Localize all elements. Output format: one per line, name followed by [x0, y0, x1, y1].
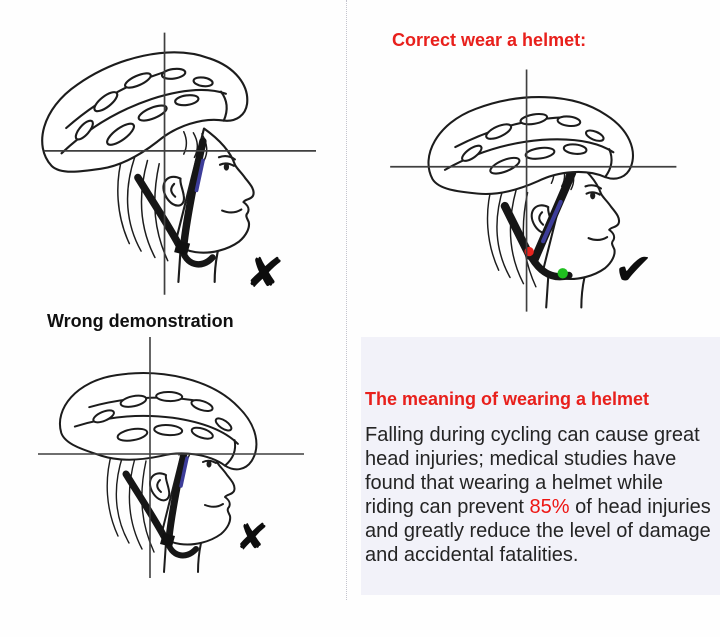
helmet-tilted-forward [54, 354, 267, 487]
correct-wear-heading: Correct wear a helmet: [392, 30, 587, 50]
statistic-highlight: 85% [529, 496, 570, 518]
paragraph-text-before: Falling during cycling can cause great head injuries; medical studies have found that wearing a helmet while riding can prevent [365, 424, 700, 518]
column-divider [346, 0, 347, 600]
chin-buckle-green-dot [558, 268, 568, 278]
wrong-demonstration-label: Wrong demonstration [47, 311, 234, 331]
helmet-level [428, 97, 632, 194]
meaning-paragraph [365, 423, 717, 567]
meaning-heading: The meaning of wearing a helmet [365, 389, 650, 409]
correct-mark-icon: ✔ [612, 240, 655, 298]
paragraph-text-after: of head injuries and greatly reduce the level of damage and accidental fatalities. [365, 496, 711, 566]
incorrect-mark-icon: ✘ [243, 246, 286, 301]
incorrect-mark-icon: ✘ [234, 513, 270, 561]
meaning-panel [361, 337, 720, 595]
